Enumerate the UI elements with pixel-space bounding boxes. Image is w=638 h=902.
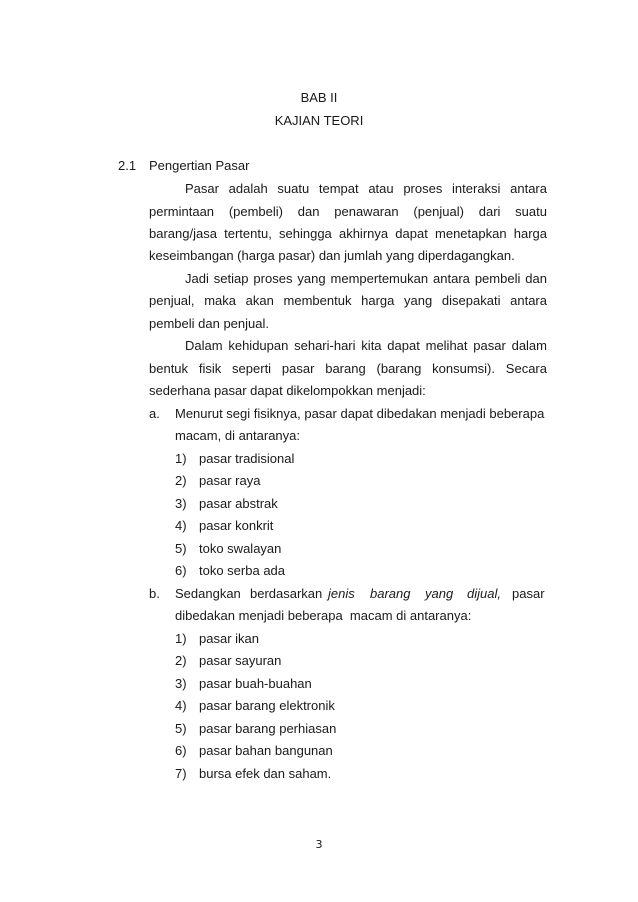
list-item-num: 1) bbox=[175, 451, 187, 466]
list-item: pasar bahan bangunan bbox=[199, 743, 333, 758]
p1-line3: barang/jasa tertentu, sehingga akhirnya dapat menetapkan harga bbox=[149, 226, 547, 241]
list-item-num: 4) bbox=[175, 518, 187, 533]
list-b-word-sedangkan: Sedangkan bbox=[175, 586, 241, 601]
chapter-label: BAB II bbox=[300, 90, 338, 105]
list-item-num: 2) bbox=[175, 653, 187, 668]
list-item: bursa efek dan saham. bbox=[199, 766, 332, 781]
list-item-num: 7) bbox=[175, 766, 187, 781]
list-item-num: 3) bbox=[175, 676, 187, 691]
list-b-italic-jenis: jenis bbox=[328, 586, 355, 601]
list-b-italic-barang: barang bbox=[370, 586, 411, 601]
list-b-word-pasar: pasar bbox=[512, 586, 545, 601]
section-title: Pengertian Pasar bbox=[149, 158, 250, 173]
list-item: pasar barang elektronik bbox=[199, 698, 335, 713]
p1-line2: permintaan (pembeli) dan penawaran (penjual) dari suatu bbox=[149, 204, 547, 219]
list-b-italic-dijual: dijual, bbox=[467, 586, 501, 601]
list-b-word-berdasarkan: berdasarkan bbox=[250, 586, 323, 601]
list-b-italic-yang: yang bbox=[425, 586, 454, 601]
section-number: 2.1 bbox=[118, 158, 137, 173]
chapter-title: KAJIAN TEORI bbox=[274, 113, 364, 128]
list-item-num: 3) bbox=[175, 496, 187, 511]
list-item: pasar abstrak bbox=[199, 496, 278, 511]
p3-line3: sederhana pasar dapat dikelompokkan menjadi: bbox=[149, 383, 426, 398]
p2-line3: pembeli dan penjual. bbox=[149, 316, 269, 331]
list-item: pasar sayuran bbox=[199, 653, 282, 668]
list-item: toko serba ada bbox=[199, 563, 286, 578]
page-number: 3 bbox=[315, 838, 323, 851]
list-b-word-yang bbox=[425, 586, 453, 601]
list-b-word-dijual bbox=[467, 586, 501, 601]
list-item: pasar tradisional bbox=[199, 451, 295, 466]
p1-line4: keseimbangan (harga pasar) dan jumlah yang diperdagangkan. bbox=[149, 248, 515, 263]
list-b-marker: b. bbox=[149, 586, 160, 601]
list-a-marker: a. bbox=[149, 406, 160, 421]
p2-line1: Jadi setiap proses yang mempertemukan antara pembeli dan bbox=[185, 271, 547, 286]
list-item-num: 6) bbox=[175, 743, 187, 758]
list-item-num: 1) bbox=[175, 631, 187, 646]
list-a-line2: macam, di antaranya: bbox=[175, 428, 301, 443]
list-b-word-barang bbox=[370, 586, 410, 601]
list-item: pasar barang perhiasan bbox=[199, 721, 337, 736]
list-item-num: 5) bbox=[175, 721, 187, 736]
list-item-num: 2) bbox=[175, 473, 187, 488]
p2-line2: penjual, maka akan membentuk harga yang disepakati antara bbox=[149, 293, 547, 308]
list-item-num: 5) bbox=[175, 541, 187, 556]
list-b-word-jenis bbox=[328, 586, 355, 601]
list-b-line2: dibedakan menjadi beberapa macam di antaranya: bbox=[175, 608, 472, 623]
list-item-num: 4) bbox=[175, 698, 187, 713]
list-a-line1: Menurut segi fisiknya, pasar dapat dibedakan menjadi beberapa bbox=[175, 406, 545, 421]
list-item: pasar konkrit bbox=[199, 518, 274, 533]
list-item: pasar raya bbox=[199, 473, 261, 488]
list-item-num: 6) bbox=[175, 563, 187, 578]
list-item: pasar buah-buahan bbox=[199, 676, 312, 691]
p3-line2: bentuk fisik seperti pasar barang (barang konsumsi). Secara bbox=[149, 361, 547, 376]
list-item: toko swalayan bbox=[199, 541, 282, 556]
list-item: pasar ikan bbox=[199, 631, 259, 646]
p1-line1: Pasar adalah suatu tempat atau proses interaksi antara bbox=[185, 181, 547, 196]
p3-line1: Dalam kehidupan sehari-hari kita dapat melihat pasar dalam bbox=[185, 338, 547, 353]
